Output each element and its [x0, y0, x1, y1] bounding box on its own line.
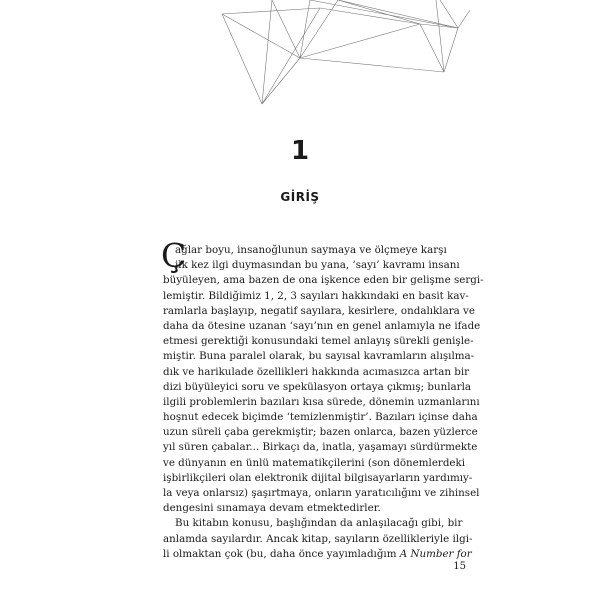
text-line: dizi büyüleyici soru ve spekülasyon ortaya çıkmış; bunlarla	[163, 380, 472, 393]
text-line: ilgili problemlerin bazıları kısa sürede, dönemin uzmanlarını	[163, 395, 480, 408]
text-line: dengesini sınamaya devam etmektedirler.	[163, 502, 381, 515]
text-line: ve dünyanın en ünlü matematikçilerini (son dönemlerdeki	[163, 456, 466, 469]
text-line: işbirlikçileri olan elektronik dijital bilgisayarların yardımıy-	[163, 471, 473, 484]
text-line: uzun süreli çaba gerekmiştir; bazen onlarca, bazen yüzlerce	[163, 426, 478, 439]
body-text	[161, 236, 484, 562]
text-line: daha da ötesine uzanan ‘sayı’nın en genel anlamıyla ne ifade	[163, 319, 481, 332]
text-line: ramlarla başlayıp, negatif sayılara, kesirlere, ondalıklara ve	[163, 304, 475, 317]
text-line: ilk kez ilgi duymasından bu yana, ‘sayı’ kavramı insanı	[175, 259, 460, 272]
text-line: etmesi gerektiği konusundaki temel anlayış sürekli genişle-	[163, 335, 474, 348]
text-line: ağlar boyu, insanoğlunun saymaya ve ölçmeye karşı	[175, 244, 447, 256]
chapter-title: GİRİŞ	[280, 190, 320, 204]
text-line: miştir. Buna paralel olarak, bu sayısal kavramların alışılma-	[163, 350, 475, 363]
page-number: 15	[453, 561, 466, 572]
chapter-number: 1	[290, 136, 310, 166]
drop-cap: Ç	[161, 236, 187, 275]
text-line: la veya onlarsız) şaşırtmaya, onların yaratıcılığını ve zihinsel	[163, 487, 480, 499]
text-line: Bu kitabın konusu, başlığından da anlaşılacağı gibi, bir	[175, 517, 463, 530]
text-line: hoşnut edecek biçimde ‘temizlenmiştir’. Bazıları içinse daha	[163, 411, 478, 424]
text-line: li olmaktan çok (bu, daha önce yayımladığım A Number for	[163, 547, 472, 560]
text-line: anlamda sayılardır. Ancak kitap, sayıların özellikleriyle ilgi-	[163, 532, 473, 545]
geometric-line-decoration	[0, 0, 600, 130]
text-line: dık ve harikulade özellikleri hakkında acımasızca artan bir	[163, 365, 470, 378]
text-line: büyüleyen, ama bazen de ona işkence eden bir gelişme sergi-	[163, 274, 484, 287]
text-line: yıl süren çabalar... Birkaçı da, inatla, yaşamayı sürdürmekte	[163, 441, 478, 454]
text-line: lemiştir. Bildiğimiz 1, 2, 3 sayıları hakkındaki en basit kav-	[163, 289, 469, 302]
